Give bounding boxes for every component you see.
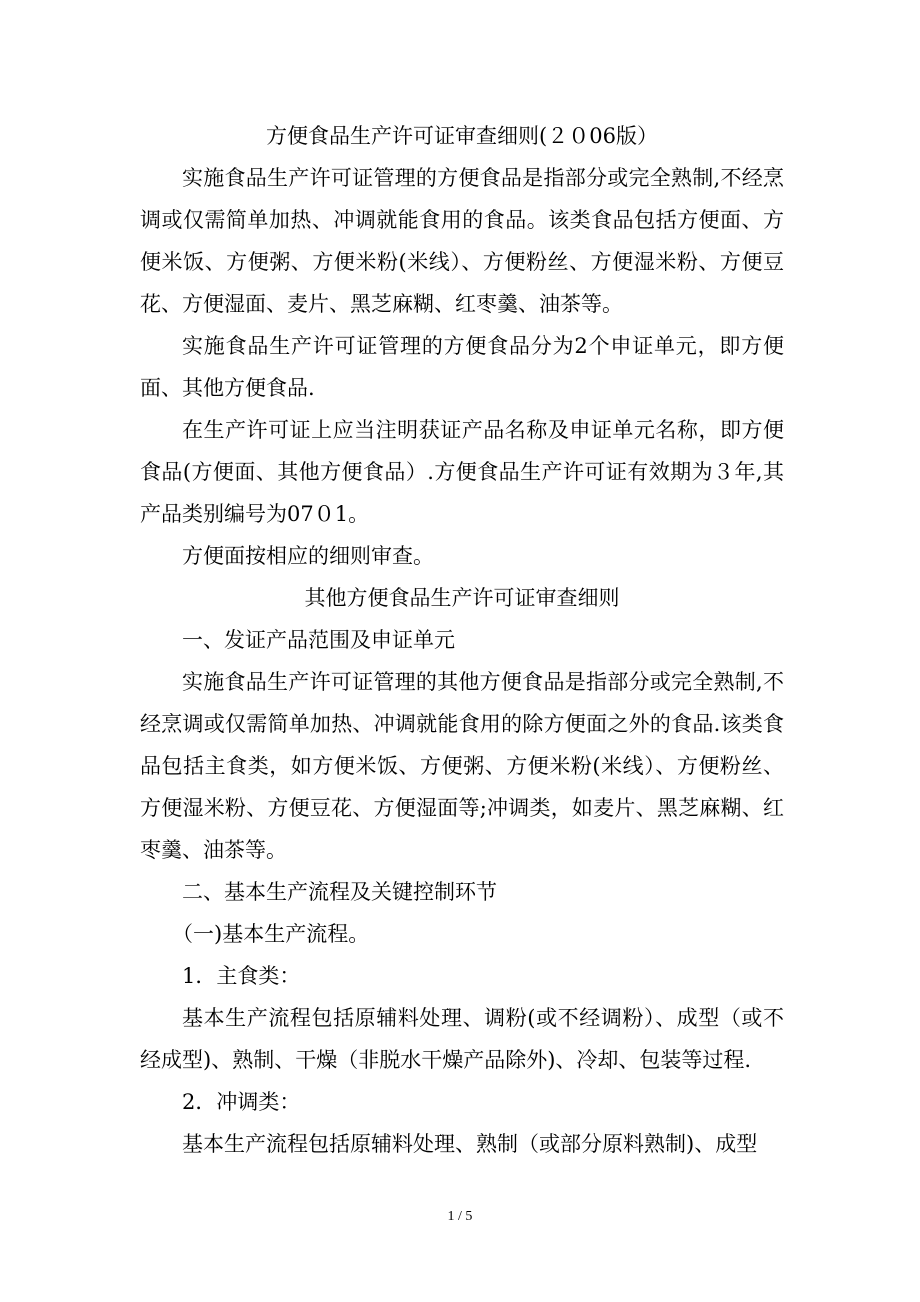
intro-paragraph-2: 实施食品生产许可证管理的方便食品分为2个申证单元，即方便面、其他方便食品.	[140, 334, 784, 400]
item-heading-brew: 2．冲调类：	[182, 1090, 301, 1114]
intro-paragraph-3: 在生产许可证上应当注明获证产品名称及申证单元名称，即方便食品(方便面、其他方便食品）.方便食品生产许可证有效期为３年,其产品类别编号为07０1。	[140, 418, 784, 526]
body-paragraph-staple-process: 基本生产流程包括原辅料处理、调粉(或不经调粉）、成型（或不经成型)、熟制、干燥（非脱水干燥产品除外)、冷却、包装等过程.	[140, 1006, 784, 1072]
subsection-heading: （一)基本生产流程。	[172, 922, 370, 946]
document-title: 方便食品生产许可证审查细则(２０06版）	[266, 124, 658, 148]
body-paragraph-brew-process: 基本生产流程包括原辅料处理、熟制（或部分原料熟制)、成型	[182, 1132, 758, 1156]
intro-paragraph-1: 实施食品生产许可证管理的方便食品是指部分或完全熟制,不经烹调或仅需简单加热、冲调就能食用的食品。该类食品包括方便面、方便米饭、方便粥、方便米粉(米线）、方便粉丝、方便湿米粉、方便豆花、方便湿面、麦片、黑芝麻糊、红枣羹、油茶等。	[140, 166, 784, 316]
section-heading-2: 二、基本生产流程及关键控制环节	[182, 880, 497, 904]
intro-paragraph-4: 方便面按相应的细则审查。	[182, 544, 434, 568]
section-heading-1: 一、发证产品范围及申证单元	[182, 628, 455, 652]
document-body	[140, 115, 784, 1165]
section-subtitle: 其他方便食品生产许可证审查细则	[304, 586, 620, 610]
page-indicator: 1 / 5	[447, 1209, 473, 1224]
body-paragraph-scope: 实施食品生产许可证管理的其他方便食品是指部分或完全熟制,不经烹调或仅需简单加热、冲调就能食用的除方便面之外的食品.该类食品包括主食类，如方便米饭、方便粥、方便米粉(米线）、方便粉丝、方便湿米粉、方便豆花、方便湿面等;冲调类，如麦片、黑芝麻糊、红枣羹、油茶等。	[140, 670, 784, 862]
item-heading-staple: 1．主食类：	[182, 964, 301, 988]
